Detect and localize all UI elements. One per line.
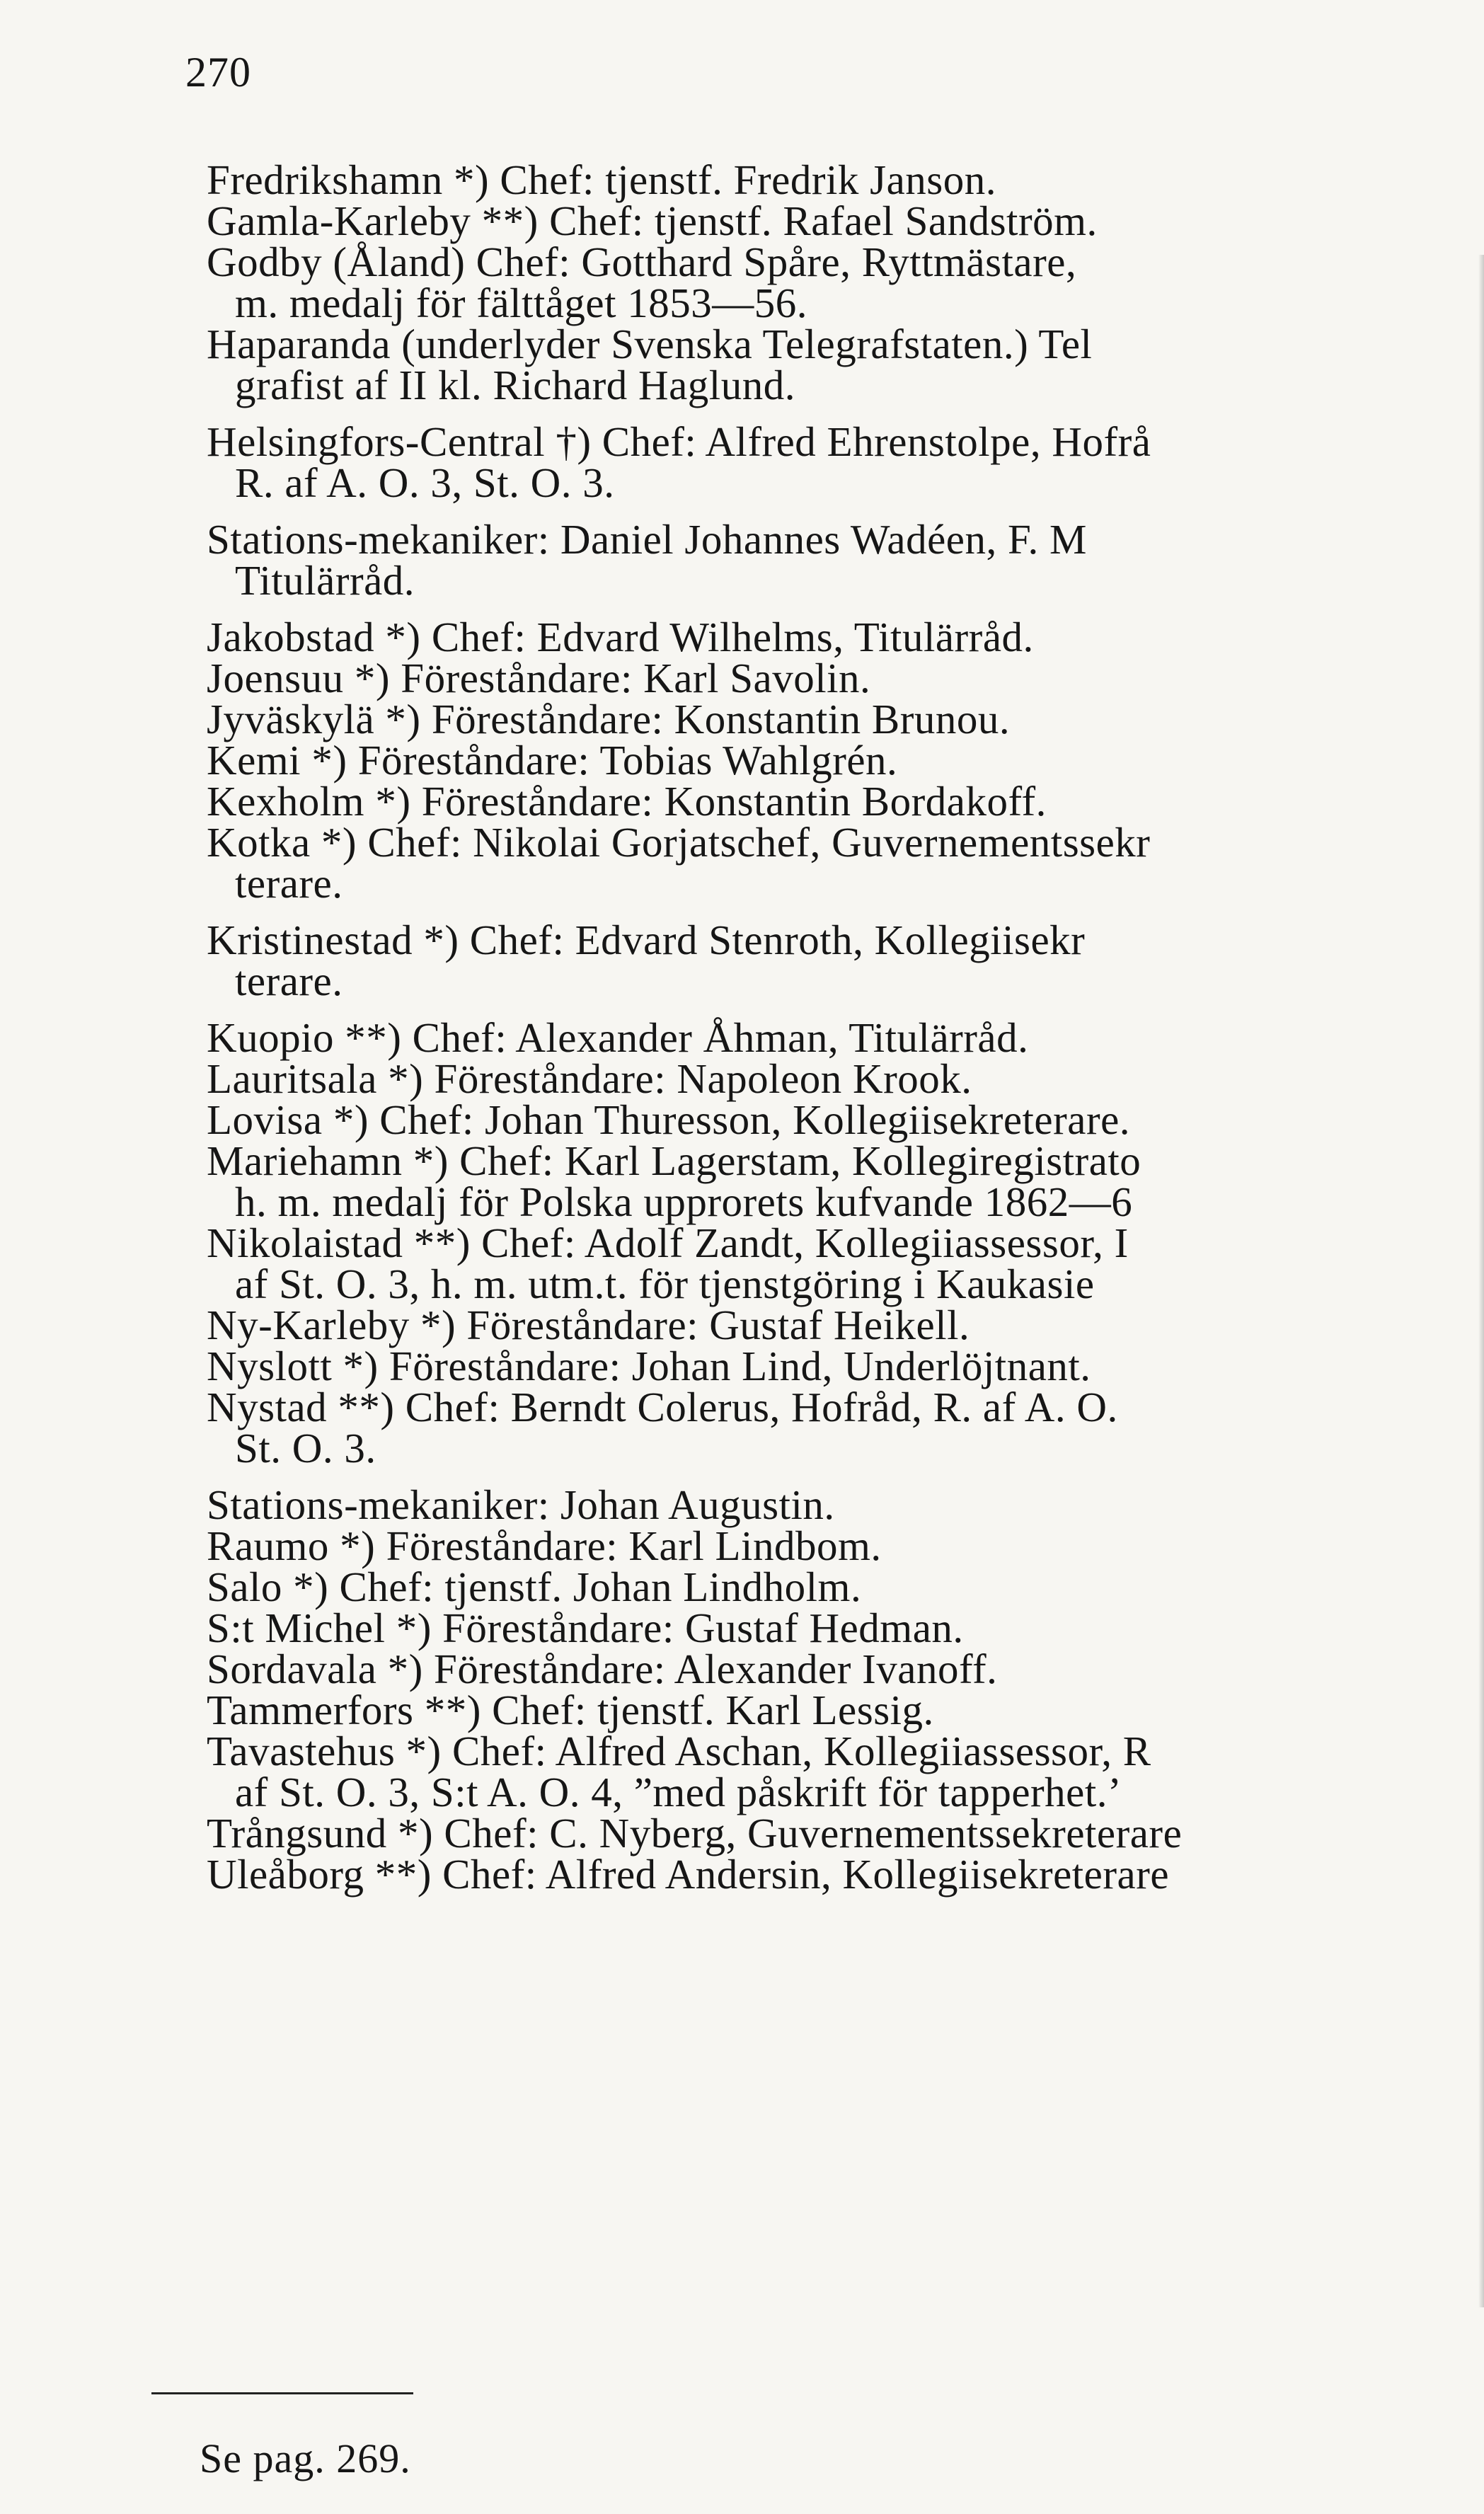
station-entry xyxy=(207,737,1480,784)
page-edge-shadow xyxy=(1478,255,1484,2307)
station-entry xyxy=(207,1137,1480,1225)
station-entry xyxy=(207,1302,1480,1348)
entry-line: Nystad **) Chef: Berndt Colerus, Hofråd, R. af A. O. xyxy=(207,1384,1118,1430)
footnote: Se pag. 269. xyxy=(200,2435,411,2481)
station-entry xyxy=(207,1384,1480,1471)
station-entry xyxy=(207,819,1480,907)
station-entry xyxy=(207,1481,1480,1528)
station-entry xyxy=(207,696,1480,742)
entry-line: Godby (Åland) Chef: Gotthard Spåre, Ryttmästare, xyxy=(207,239,1077,285)
entry-line: Ny-Karleby *) Föreståndare: Gustaf Heikell. xyxy=(207,1302,970,1348)
station-entry xyxy=(207,1096,1480,1143)
station-entry xyxy=(207,1522,1480,1569)
entry-continuation-line: h. m. medalj för Polska upprorets kufvande 1862—6 xyxy=(235,1178,1133,1225)
entry-line: Raumo *) Föreståndare: Karl Lindbom. xyxy=(207,1522,882,1569)
entry-line: Gamla-Karleby **) Chef: tjenstf. Rafael Sandström. xyxy=(207,197,1098,244)
station-entry xyxy=(207,1646,1480,1692)
station-entry xyxy=(207,778,1480,825)
entry-line: Jakobstad *) Chef: Edvard Wilhelms, Titulärråd. xyxy=(207,614,1034,660)
entry-line: Stations-mekaniker: Daniel Johannes Wadéen, F. M xyxy=(207,516,1087,563)
entry-line: Fredrikshamn *) Chef: tjenstf. Fredrik Janson. xyxy=(207,156,996,203)
station-entry xyxy=(207,655,1480,701)
station-entry xyxy=(207,1687,1480,1733)
entry-line: S:t Michel *) Föreståndare: Gustaf Hedman. xyxy=(207,1605,964,1651)
entry-continuation-line: af St. O. 3, S:t A. O. 4, ”med påskrift för tapperhet.’ xyxy=(235,1769,1122,1815)
entry-line: Uleåborg **) Chef: Alfred Andersin, Kollegiisekreterare xyxy=(207,1851,1170,1898)
telegraph-station-list xyxy=(207,156,1480,1898)
station-entry xyxy=(207,239,1480,326)
entry-line: Mariehamn *) Chef: Karl Lagerstam, Kollegiregistrato xyxy=(207,1137,1141,1184)
entry-continuation-line: St. O. 3. xyxy=(235,1425,376,1471)
entry-continuation-line: m. medalj för fälttåget 1853—56. xyxy=(235,280,808,326)
entry-line: Haparanda (underlyder Svenska Telegrafstaten.) Tel xyxy=(207,321,1093,367)
entry-line: Lovisa *) Chef: Johan Thuresson, Kollegiisekreterare. xyxy=(207,1096,1131,1143)
station-entry xyxy=(207,1810,1480,1856)
entry-line: Nyslott *) Föreståndare: Johan Lind, Underlöjtnant. xyxy=(207,1343,1091,1389)
station-entry xyxy=(207,1730,1480,1813)
entry-continuation-line: grafist af II kl. Richard Haglund. xyxy=(235,362,795,408)
entry-continuation-line: terare. xyxy=(235,958,343,1004)
station-entry xyxy=(207,418,1480,506)
entry-line: Kristinestad *) Chef: Edvard Stenroth, Kollegiisekr xyxy=(207,917,1086,963)
entry-continuation-line: terare. xyxy=(235,860,343,907)
entry-line: Kemi *) Föreståndare: Tobias Wahlgrén. xyxy=(207,737,898,784)
station-entry xyxy=(207,156,1480,203)
station-entry xyxy=(207,516,1480,604)
entry-line: Trångsund *) Chef: C. Nyberg, Guvernementssekreterare xyxy=(207,1810,1183,1856)
entry-line: Stations-mekaniker: Johan Augustin. xyxy=(207,1481,835,1528)
station-entry xyxy=(207,917,1480,1004)
station-entry xyxy=(207,1014,1480,1061)
station-entry xyxy=(207,1563,1480,1610)
entry-line: Nikolaistad **) Chef: Adolf Zandt, Kollegiiassessor, I xyxy=(207,1219,1129,1266)
entry-line: Helsingfors-Central †) Chef: Alfred Ehrenstolpe, Hofrå xyxy=(207,418,1151,465)
station-entry xyxy=(207,1605,1480,1651)
station-entry xyxy=(207,1055,1480,1102)
entry-line: Sordavala *) Föreståndare: Alexander Ivanoff. xyxy=(207,1646,998,1692)
entry-line: Salo *) Chef: tjenstf. Johan Lindholm. xyxy=(207,1563,862,1610)
station-entry xyxy=(207,1345,1480,1387)
entry-continuation-line: Titulärråd. xyxy=(235,557,415,604)
footnote-divider xyxy=(151,2392,413,2394)
entry-line: Kotka *) Chef: Nikolai Gorjatschef, Guvernementssekr xyxy=(207,819,1151,866)
entry-line: Jyväskylä *) Föreståndare: Konstantin Brunou. xyxy=(207,696,1011,742)
entry-line: Lauritsala *) Föreståndare: Napoleon Krook. xyxy=(207,1055,972,1102)
entry-line: Tammerfors **) Chef: tjenstf. Karl Lessig. xyxy=(207,1687,934,1733)
entry-line: Kexholm *) Föreståndare: Konstantin Bordakoff. xyxy=(207,778,1047,825)
station-entry xyxy=(207,1851,1480,1898)
entry-line: Kuopio **) Chef: Alexander Åhman, Titulärråd. xyxy=(207,1014,1029,1061)
entry-line: Joensuu *) Föreståndare: Karl Savolin. xyxy=(207,655,871,701)
page-number: 270 xyxy=(185,49,251,96)
station-entry xyxy=(207,197,1480,244)
entry-continuation-line: af St. O. 3, h. m. utm.t. för tjenstgöring i Kaukasie xyxy=(235,1261,1095,1307)
entry-line: Tavastehus *) Chef: Alfred Aschan, Kollegiiassessor, R xyxy=(207,1728,1151,1774)
station-entry xyxy=(207,1219,1480,1307)
entry-continuation-line: R. af A. O. 3, St. O. 3. xyxy=(235,459,615,506)
station-entry xyxy=(207,616,1480,658)
station-entry xyxy=(207,323,1480,406)
